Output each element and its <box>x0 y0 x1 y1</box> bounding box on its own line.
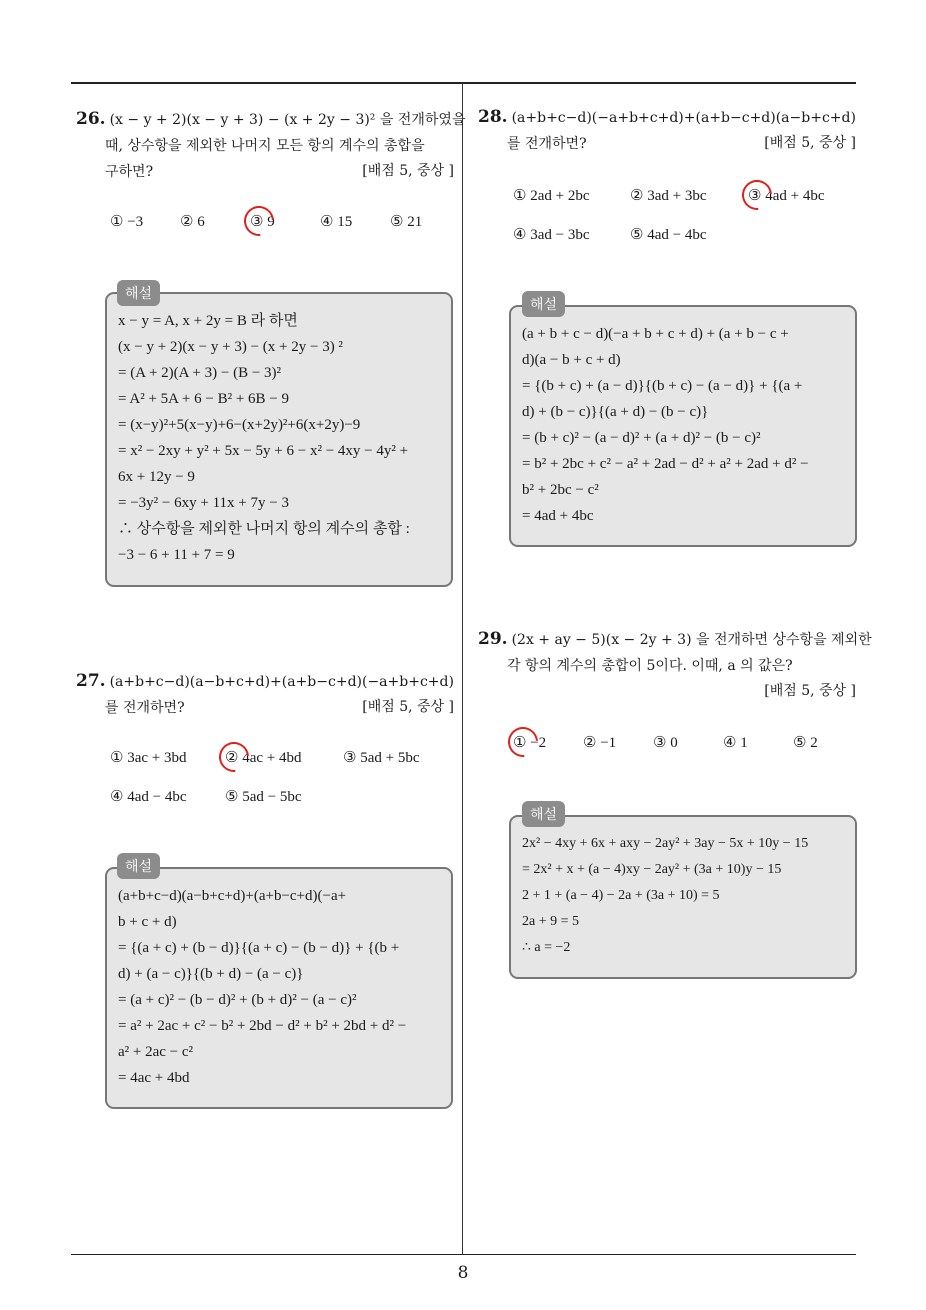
solution-box-27 <box>105 867 453 1109</box>
solution-tag: 해설 <box>522 291 565 317</box>
question-line: (2x + ay − 5)(x − 2y + 3) 을 전개하면 상수항을 제외한 <box>511 632 872 648</box>
solution-line: = (x−y)²+5(x−y)+6−(x+2y)²+6(x+2y)−9 <box>118 417 361 433</box>
solution-line: b + c + d) <box>118 914 177 930</box>
solution-line: = (b + c)² − (a − d)² + (a + d)² − (b − c)² <box>522 430 761 446</box>
choice-3[interactable]: ③ 4ad + 4bc <box>748 188 825 204</box>
question-line: 구하면? <box>105 164 154 180</box>
answer-mark <box>238 200 280 242</box>
solution-line: 2x² − 4xy + 6x + axy − 2ay² + 3ay − 5x + 10y − 15 <box>522 836 809 851</box>
choice-5[interactable]: ⑤ 4ad − 4bc <box>630 227 707 243</box>
answer-mark <box>736 174 778 216</box>
solution-line: ∴ 상수항을 제외한 나머지 항의 계수의 총합 : <box>118 521 410 537</box>
solution-line: d) + (a − c)}{(b + d) − (a − c)} <box>118 966 304 982</box>
question-line: (a+b+c−d)(a−b+c+d)+(a+b−c+d)(−a+b+c+d) <box>109 674 454 690</box>
solution-line: d) + (b − c)}{(a + d) − (b − c)} <box>522 404 709 420</box>
choice-4[interactable]: ④ 15 <box>320 214 353 230</box>
solution-line: = A² + 5A + 6 − B² + 6B − 9 <box>118 391 290 407</box>
solution-line: −3 − 6 + 11 + 7 = 9 <box>118 547 235 563</box>
answer-mark <box>213 736 255 778</box>
solution-line: d)(a − b + c + d) <box>522 352 621 368</box>
bottom-rule <box>71 1254 856 1255</box>
solution-line: = {(b + c) + (a − d)}{(b + c) − (a − d)} + {(a + <box>522 378 803 394</box>
page-number: 8 <box>457 1263 469 1283</box>
solution-line: = 2x² + x + (a − 4)xy − 2ay² + (3a + 10)y − 15 <box>522 862 782 877</box>
solution-tag: 해설 <box>117 853 160 879</box>
problem-number: 28. <box>478 107 508 127</box>
solution-line: 2 + 1 + (a − 4) − 2a + (3a + 10) = 5 <box>522 888 720 903</box>
question-line: 각 항의 계수의 총합이 5이다. 이때, a 의 값은? <box>507 658 793 674</box>
question-line: (a+b+c−d)(−a+b+c+d)+(a+b−c+d)(a−b+c+d) <box>511 110 856 126</box>
choice-2[interactable]: ② 4ac + 4bd <box>225 750 302 766</box>
choice-1[interactable]: ① 3ac + 3bd <box>110 750 187 766</box>
question-line: (x − y + 2)(x − y + 3) − (x + 2y − 3)² 을 전개하였을 <box>109 112 466 128</box>
choice-2[interactable]: ② 6 <box>180 214 205 230</box>
choice-4[interactable]: ④ 1 <box>723 735 748 751</box>
choice-4[interactable]: ④ 3ad − 3bc <box>513 227 590 243</box>
problem-number: 29. <box>478 629 508 649</box>
problem-number: 26. <box>76 109 106 129</box>
solution-box-26 <box>105 292 453 587</box>
solution-line: (a+b+c−d)(a−b+c+d)+(a+b−c+d)(−a+ <box>118 888 347 904</box>
problem-number: 27. <box>76 671 106 691</box>
choice-1[interactable]: ① −3 <box>110 214 144 230</box>
choice-5[interactable]: ⑤ 21 <box>390 214 423 230</box>
choice-3[interactable]: ③ 0 <box>653 735 678 751</box>
choice-2[interactable]: ② −1 <box>583 735 617 751</box>
solution-box-28 <box>509 305 857 547</box>
problem-27 <box>76 668 454 721</box>
solution-line: = 4ac + 4bd <box>118 1070 190 1086</box>
question-line: 를 전개하면? <box>507 136 587 152</box>
solution-line: = {(a + c) + (b − d)}{(a + c) − (b − d)} + {(b + <box>118 940 400 956</box>
score-meta: [배점 5, 중상 ] <box>764 135 856 151</box>
choice-3[interactable]: ③ 5ad + 5bc <box>343 750 420 766</box>
solution-line: = (A + 2)(A + 3) − (B − 3)² <box>118 365 282 381</box>
choice-3[interactable]: ③ 9 <box>250 214 275 230</box>
score-meta: [배점 5, 중상 ] <box>764 683 856 699</box>
solution-line: b² + 2bc − c² <box>522 482 599 498</box>
solution-line: = (a + c)² − (b − d)² + (b + d)² − (a − c)² <box>118 992 357 1008</box>
problem-26 <box>76 106 466 185</box>
answer-mark <box>502 721 547 763</box>
top-rule <box>71 82 856 84</box>
solution-line: 6x + 12y − 9 <box>118 469 195 485</box>
choice-1[interactable]: ① −2 <box>513 735 547 751</box>
solution-line: = b² + 2bc + c² − a² + 2ad − d² + a² + 2ad + d² − <box>522 456 809 472</box>
solution-line: a² + 2ac − c² <box>118 1044 194 1060</box>
score-meta: [배점 5, 중상 ] <box>362 699 454 715</box>
choice-2[interactable]: ② 3ad + 3bc <box>630 188 707 204</box>
solution-box-29 <box>509 815 857 979</box>
solution-line: ∴ a = −2 <box>522 940 571 955</box>
choice-5[interactable]: ⑤ 2 <box>793 735 818 751</box>
score-meta: [배점 5, 중상 ] <box>362 163 454 179</box>
solution-line: x − y = A, x + 2y = B 라 하면 <box>118 313 298 329</box>
column-divider <box>462 83 463 1255</box>
problem-29 <box>478 626 872 699</box>
solution-line: (a + b + c − d)(−a + b + c + d) + (a + b − c + <box>522 326 789 342</box>
solution-line: = a² + 2ac + c² − b² + 2bd − d² + b² + 2bd + d² − <box>118 1018 407 1034</box>
solution-line: 2a + 9 = 5 <box>522 914 580 929</box>
question-line: 때, 상수항을 제외한 나머지 모든 항의 계수의 총합을 <box>105 138 425 154</box>
choice-5[interactable]: ⑤ 5ad − 5bc <box>225 789 302 805</box>
problem-28 <box>478 104 856 157</box>
question-line: 를 전개하면? <box>105 700 185 716</box>
solution-tag: 해설 <box>117 280 160 306</box>
solution-tag: 해설 <box>522 801 565 827</box>
choice-1[interactable]: ① 2ad + 2bc <box>513 188 590 204</box>
solution-line: = −3y² − 6xy + 11x + 7y − 3 <box>118 495 289 511</box>
choice-4[interactable]: ④ 4ad − 4bc <box>110 789 187 805</box>
solution-line: = 4ad + 4bc <box>522 508 594 524</box>
solution-line: = x² − 2xy + y² + 5x − 5y + 6 − x² − 4xy − 4y² + <box>118 443 409 459</box>
solution-line: (x − y + 2)(x − y + 3) − (x + 2y − 3) ² <box>118 339 343 355</box>
